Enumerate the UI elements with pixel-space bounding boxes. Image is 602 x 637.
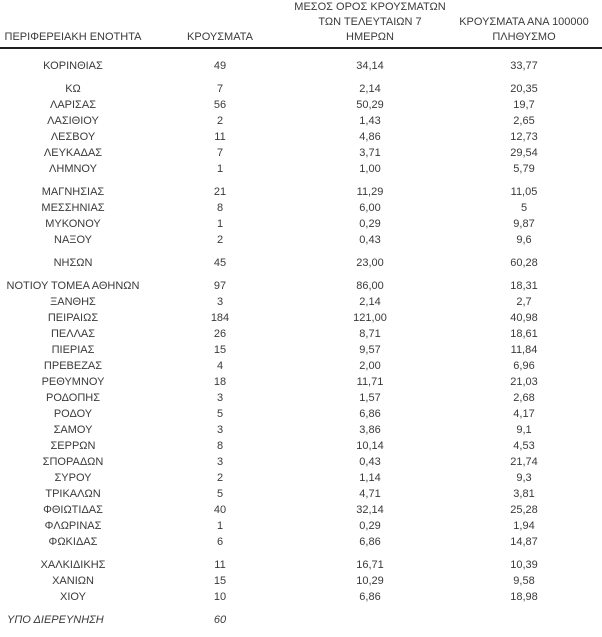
per100k-cell: 29,54 — [510, 147, 538, 159]
per100k-cell: 11,84 — [510, 344, 538, 356]
table-row — [0, 589, 602, 605]
table-row — [0, 58, 602, 74]
avg7-cell: 0,43 — [359, 234, 381, 246]
table-row — [0, 502, 602, 518]
region-cell: ΜΕΣΣΗΝΙΑΣ — [41, 202, 105, 214]
avg7-cell: 6,86 — [359, 591, 381, 603]
region-cell: ΛΑΡΙΣΑΣ — [49, 99, 96, 111]
row-group — [0, 255, 602, 271]
cases-cell: 5 — [216, 408, 224, 420]
region-cell: ΤΡΙΚΑΛΩΝ — [45, 488, 101, 500]
region-cell: ΣΠΟΡΑΔΩΝ — [42, 456, 104, 468]
per100k-cell: 4,17 — [513, 408, 535, 420]
cases-cell: 7 — [216, 83, 224, 95]
cases-cell: 1 — [216, 520, 224, 532]
avg7-cell: 1,43 — [359, 115, 381, 127]
table-row — [0, 486, 602, 502]
column-header-avg7-line2: ΤΩΝ ΤΕΛΕΥΤΑΙΩΝ 7 — [318, 16, 422, 28]
region-cell: ΚΟΡΙΝΘΙΑΣ — [43, 60, 103, 72]
cases-cell: 3 — [216, 296, 224, 308]
column-header-avg7 — [294, 0, 446, 45]
per100k-cell: 21,74 — [510, 456, 538, 468]
table-row — [0, 161, 602, 177]
avg7-cell: 6,86 — [359, 408, 381, 420]
table-row — [0, 342, 602, 358]
region-cell: ΥΠΟ ΔΙΕΡΕΥΝΗΣΗ — [7, 614, 104, 626]
row-group — [0, 612, 602, 628]
cases-cell: 8 — [216, 440, 224, 452]
avg7-cell: 2,00 — [359, 360, 381, 372]
per100k-cell: 3,81 — [513, 488, 535, 500]
avg7-cell: 11,71 — [356, 376, 384, 388]
cases-cell: 6 — [216, 536, 224, 548]
region-cell: ΠΡΕΒΕΖΑΣ — [43, 360, 103, 372]
per100k-cell: 19,7 — [513, 99, 535, 111]
per100k-cell: 21,03 — [510, 376, 538, 388]
avg7-cell: 10,29 — [356, 575, 384, 587]
per100k-cell: 12,73 — [510, 131, 538, 143]
cases-cell: 4 — [216, 360, 224, 372]
avg7-cell: 32,14 — [356, 504, 384, 516]
cases-cell: 21 — [213, 186, 227, 198]
table-row — [0, 422, 602, 438]
avg7-cell: 2,14 — [359, 296, 381, 308]
region-cell: ΦΛΩΡΙΝΑΣ — [44, 520, 102, 532]
avg7-cell: 11,29 — [356, 186, 384, 198]
cases-cell: 1 — [216, 163, 224, 175]
avg7-cell: 16,71 — [356, 559, 384, 571]
cases-cell: 3 — [216, 424, 224, 436]
per100k-cell: 18,31 — [510, 280, 538, 292]
cases-cell: 56 — [213, 99, 227, 111]
region-cell: ΧΙΟΥ — [60, 591, 86, 603]
table-row — [0, 358, 602, 374]
avg7-cell: 9,57 — [359, 344, 381, 356]
cases-cell: 97 — [213, 280, 227, 292]
avg7-cell: 1,00 — [359, 163, 381, 175]
table-row — [0, 534, 602, 550]
table-body — [0, 49, 602, 628]
region-cell: ΠΕΙΡΑΙΩΣ — [47, 312, 99, 324]
row-group — [0, 184, 602, 248]
region-cell: ΝΗΣΩΝ — [53, 257, 93, 269]
table-row — [0, 184, 602, 200]
table-row — [0, 294, 602, 310]
cases-cell: 8 — [216, 202, 224, 214]
avg7-cell: 3,71 — [359, 147, 381, 159]
region-cell: ΣΥΡΟΥ — [54, 472, 92, 484]
column-header-avg7-line3: ΗΜΕΡΩΝ — [346, 31, 394, 43]
table-row — [0, 470, 602, 486]
avg7-cell: 4,71 — [359, 488, 381, 500]
avg7-cell: 8,71 — [359, 328, 381, 340]
per100k-cell: 9,6 — [516, 234, 532, 246]
cases-cell: 15 — [213, 344, 227, 356]
cases-cell: 2 — [216, 472, 224, 484]
cases-cell: 49 — [213, 60, 227, 72]
region-cell: ΡΟΔΟΠΗΣ — [45, 392, 101, 404]
row-group — [0, 278, 602, 550]
per100k-cell: 9,58 — [513, 575, 535, 587]
region-cell: ΧΑΝΙΩΝ — [52, 575, 94, 587]
avg7-cell: 50,29 — [356, 99, 384, 111]
table-row — [0, 200, 602, 216]
per100k-cell: 14,87 — [510, 536, 538, 548]
region-cell: ΦΘΙΩΤΙΔΑΣ — [43, 504, 103, 516]
avg7-cell: 1,57 — [359, 392, 381, 404]
per100k-cell — [446, 612, 602, 628]
avg7-cell: 10,14 — [356, 440, 384, 452]
table-row — [0, 113, 602, 129]
region-cell: ΠΙΕΡΙΑΣ — [51, 344, 95, 356]
column-header-per100k-line2: ΠΛΗΘΥΣΜΟ — [492, 31, 556, 43]
per100k-cell: 9,87 — [513, 218, 535, 230]
per100k-cell: 2,65 — [513, 115, 535, 127]
table-row — [0, 255, 602, 271]
cases-cell: 40 — [213, 504, 227, 516]
column-header-cases-label: ΚΡΟΥΣΜΑΤΑ — [187, 31, 253, 43]
cases-cell: 2 — [216, 234, 224, 246]
cases-cell: 18 — [213, 376, 227, 388]
per100k-cell: 33,77 — [510, 60, 538, 72]
region-cell: ΛΗΜΝΟΥ — [49, 163, 97, 175]
region-cell: ΝΑΞΟΥ — [54, 234, 92, 246]
table-row — [0, 573, 602, 589]
table-row — [0, 454, 602, 470]
avg7-cell: 3,86 — [359, 424, 381, 436]
per100k-cell: 5 — [520, 202, 528, 214]
avg7-cell: 4,86 — [359, 131, 381, 143]
region-cell: ΣΕΡΡΩΝ — [50, 440, 96, 452]
region-cell: ΡΕΘΥΜΝΟΥ — [41, 376, 105, 388]
avg7-cell: 86,00 — [356, 280, 384, 292]
per100k-cell: 6,96 — [513, 360, 535, 372]
per100k-cell: 25,28 — [510, 504, 538, 516]
table-row — [0, 81, 602, 97]
avg7-cell: 2,14 — [359, 83, 381, 95]
region-cell: ΛΑΣΙΘΙΟΥ — [47, 115, 99, 127]
per100k-cell: 1,94 — [513, 520, 535, 532]
avg7-cell: 121,00 — [353, 312, 387, 324]
per100k-cell: 10,39 — [510, 559, 538, 571]
region-cell: ΡΟΔΟΥ — [53, 408, 93, 420]
table-row — [0, 232, 602, 248]
column-header-cases — [146, 30, 294, 45]
column-header-region — [0, 30, 146, 45]
per100k-cell: 18,98 — [510, 591, 538, 603]
region-cell: ΞΑΝΘΗΣ — [50, 296, 96, 308]
region-cell: ΚΩ — [65, 83, 81, 95]
per100k-cell: 9,1 — [516, 424, 532, 436]
region-cell: ΛΕΣΒΟΥ — [50, 131, 96, 143]
cases-cell: 1 — [216, 218, 224, 230]
cases-cell: 60 — [213, 614, 227, 626]
column-header-region-label: ΠΕΡΙΦΕΡΕΙΑΚΗ ΕΝΟΤΗΤΑ — [4, 31, 142, 43]
per100k-cell: 40,98 — [510, 312, 538, 324]
cases-cell: 3 — [216, 456, 224, 468]
avg7-cell: 0,29 — [359, 520, 381, 532]
region-cell: ΧΑΛΚΙΔΙΚΗΣ — [40, 559, 106, 571]
row-group — [0, 557, 602, 605]
column-header-avg7-line1: ΜΕΣΟΣ ΟΡΟΣ ΚΡΟΥΣΜΑΤΩΝ — [294, 1, 446, 13]
table-row — [0, 518, 602, 534]
table-row — [0, 612, 602, 628]
table-header-row — [0, 0, 602, 49]
column-header-per100k-line1: ΚΡΟΥΣΜΑΤΑ ΑΝΑ 100000 — [459, 16, 589, 28]
avg7-cell: 23,00 — [356, 257, 384, 269]
table-row — [0, 216, 602, 232]
table-row — [0, 310, 602, 326]
table-row — [0, 97, 602, 113]
cases-cell: 15 — [213, 575, 227, 587]
cases-cell: 10 — [213, 591, 227, 603]
avg7-cell: 6,86 — [359, 536, 381, 548]
cases-cell: 3 — [216, 392, 224, 404]
table-row — [0, 438, 602, 454]
avg7-cell: 6,00 — [359, 202, 381, 214]
avg7-cell — [294, 612, 446, 628]
region-cell: ΠΕΛΛΑΣ — [50, 328, 96, 340]
per100k-cell: 4,53 — [513, 440, 535, 452]
per100k-cell: 5,79 — [513, 163, 535, 175]
region-cell: ΜΥΚΟΝΟΥ — [45, 218, 101, 230]
region-cell: ΣΑΜΟΥ — [53, 424, 93, 436]
region-cell: ΛΕΥΚΑΔΑΣ — [43, 147, 103, 159]
region-cell: ΝΟΤΙΟΥ ΤΟΜΕΑ ΑΘΗΝΩΝ — [6, 280, 140, 292]
per100k-cell: 11,05 — [510, 186, 538, 198]
cases-cell: 26 — [213, 328, 227, 340]
region-cell: ΜΑΓΝΗΣΙΑΣ — [41, 186, 105, 198]
table-row — [0, 145, 602, 161]
per100k-cell: 2,68 — [513, 392, 535, 404]
avg7-cell: 0,29 — [359, 218, 381, 230]
table-row — [0, 374, 602, 390]
column-header-per100k — [446, 15, 602, 45]
cases-cell: 45 — [213, 257, 227, 269]
per100k-cell: 2,7 — [516, 296, 532, 308]
per100k-cell: 60,28 — [510, 257, 538, 269]
cases-cell: 7 — [216, 147, 224, 159]
cases-cell: 2 — [216, 115, 224, 127]
table-row — [0, 129, 602, 145]
per100k-cell: 9,3 — [516, 472, 532, 484]
cases-cell: 11 — [214, 559, 226, 571]
region-cell: ΦΩΚΙΔΑΣ — [48, 536, 98, 548]
table-row — [0, 557, 602, 573]
table-row — [0, 406, 602, 422]
avg7-cell: 34,14 — [356, 60, 384, 72]
avg7-cell: 1,14 — [359, 472, 381, 484]
table-row — [0, 326, 602, 342]
cases-cell: 184 — [210, 312, 230, 324]
cases-cell: 5 — [216, 488, 224, 500]
row-group — [0, 58, 602, 74]
per100k-cell: 18,61 — [510, 328, 538, 340]
table-row — [0, 278, 602, 294]
avg7-cell: 0,43 — [359, 456, 381, 468]
per100k-cell: 20,35 — [510, 83, 538, 95]
cases-cell: 11 — [214, 131, 226, 143]
table-row — [0, 390, 602, 406]
row-group — [0, 81, 602, 177]
